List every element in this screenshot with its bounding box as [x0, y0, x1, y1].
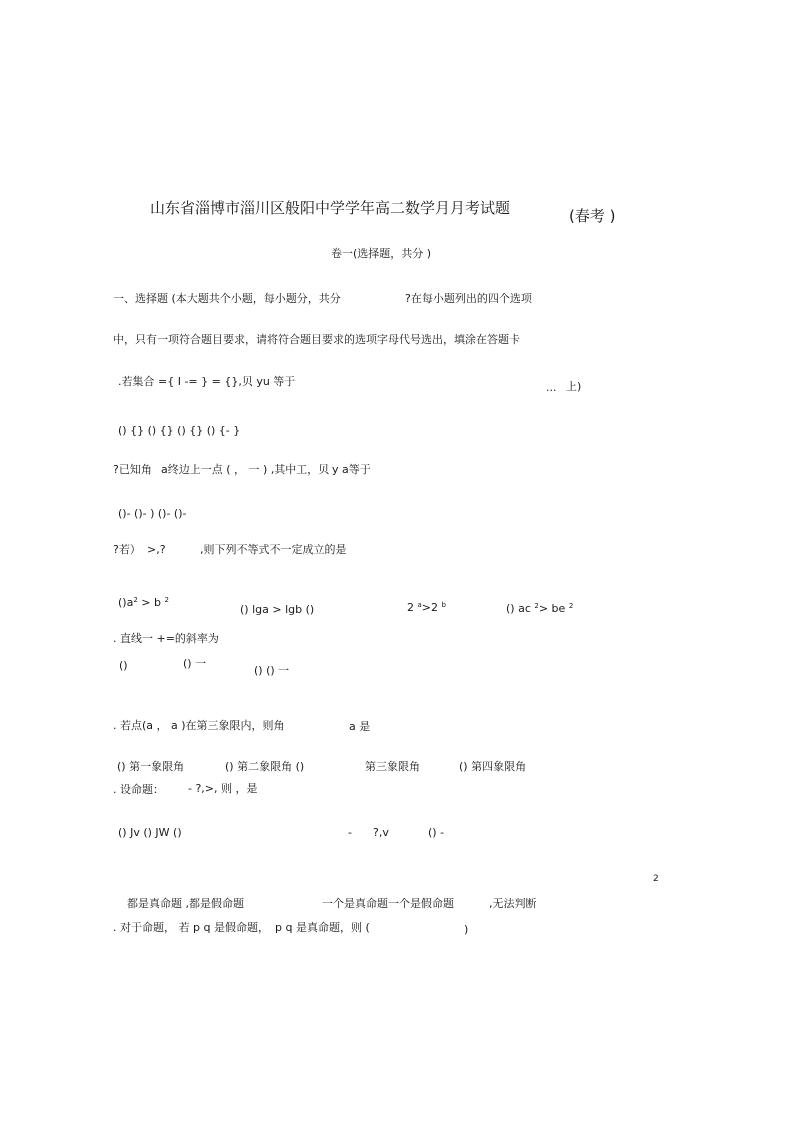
q3-stem-c: ,则下列不等式不一定成立的是: [200, 543, 347, 556]
q3-option-c-exp2: b: [441, 601, 446, 609]
page-mark: 2: [653, 874, 659, 884]
q1-tail-text: 上): [566, 380, 582, 393]
q5-stem-a: . 若点(a ， a )在第三象限内，则角: [113, 719, 285, 732]
instructions-line1-a: 一、选择题 (本大题共个小题，每小题分，共分: [113, 292, 341, 305]
q3-option-b: () lga > lgb (): [240, 603, 315, 616]
q4-option-c: () () 一: [254, 664, 290, 677]
q7-stem-a: . 对于命题， 若 p q 是假命题，: [113, 921, 269, 934]
q3-option-d-mid: > be: [538, 602, 569, 615]
q3-option-c-mid: >2: [421, 601, 442, 614]
q4-stem: . 直线一 +=的斜率为: [113, 632, 219, 645]
q1-options: () {} () {} () {} () {- }: [118, 424, 241, 437]
q5-option-c: 第三象限角: [365, 760, 420, 773]
q3-option-a-mid: > b: [137, 596, 165, 609]
q6-option-a: () Jv () JW (): [118, 826, 182, 839]
q2-stem-c: y a等于: [332, 463, 371, 476]
q6-choice-a: 都是真命题 ,都是假命题: [127, 897, 244, 910]
q3-stem-b: >,?: [147, 543, 166, 556]
q3-option-d-base: () ac: [506, 602, 535, 615]
q3-option-d-exp2: 2: [568, 602, 574, 610]
instructions-line1-b: ?在每小题列出的四个选项: [405, 292, 532, 305]
q3-option-a-base: ()a: [118, 596, 134, 609]
q6-choice-b: 一个是真命题一个是假命题: [322, 897, 454, 910]
q4-option-b: () 一: [183, 657, 207, 670]
q7-stem-c: ): [464, 923, 469, 936]
q3-option-c: [407, 601, 446, 614]
q2-options: ()- ()- ) ()- ()-: [118, 507, 187, 520]
q2-stem-b: a终边上一点 ( ， 一 ) ,其中工，贝: [161, 463, 330, 476]
q3-option-c-exp1: a: [417, 601, 422, 609]
q6-option-c: ?,v: [373, 826, 389, 839]
q4-option-a: (): [119, 659, 128, 672]
q6-choice-c: ,无法判断: [489, 897, 537, 910]
q3-option-d-exp1: 2: [534, 602, 539, 610]
q5-option-d: () 第四象限角: [459, 760, 527, 773]
q1-stem: .若集合 ={ I -= } = {},贝 yu 等于: [118, 375, 296, 388]
q7-stem-b: p q 是真命题，则 (: [275, 921, 370, 934]
q6-option-d: () -: [428, 826, 445, 839]
q5-option-a: () 第一象限角: [117, 760, 185, 773]
exam-season: (春考 ): [569, 207, 616, 225]
q6-option-b: -: [348, 826, 352, 839]
q5-option-b: () 第二象限角 (): [225, 760, 305, 773]
q3-option-d: [506, 602, 573, 615]
q2-stem-a: ?已知角: [113, 463, 152, 476]
exam-title: 山东省淄博市淄川区般阳中学学年高二数学月月考试题: [150, 199, 511, 217]
instructions-line2: 中，只有一项符合题目要求，请将符合题目要求的选项字母代号选出，填涂在答题卡: [113, 333, 520, 346]
q3-stem-a: ?若）: [113, 543, 141, 556]
q5-stem-b: a 是: [349, 720, 371, 733]
q3-option-a-exp2: 2: [164, 596, 169, 604]
q3-option-c-base: 2: [407, 601, 418, 614]
section-heading: 卷一(选择题，共分 ): [331, 247, 432, 260]
q6-stem-a: . 设命题：: [113, 783, 164, 796]
q3-option-a-exp1: 2: [133, 596, 138, 604]
q6-stem-b: - ?,>, 则 ，是: [188, 782, 258, 795]
q3-option-a: [118, 596, 169, 609]
q1-tail-dots: ...: [546, 381, 557, 394]
